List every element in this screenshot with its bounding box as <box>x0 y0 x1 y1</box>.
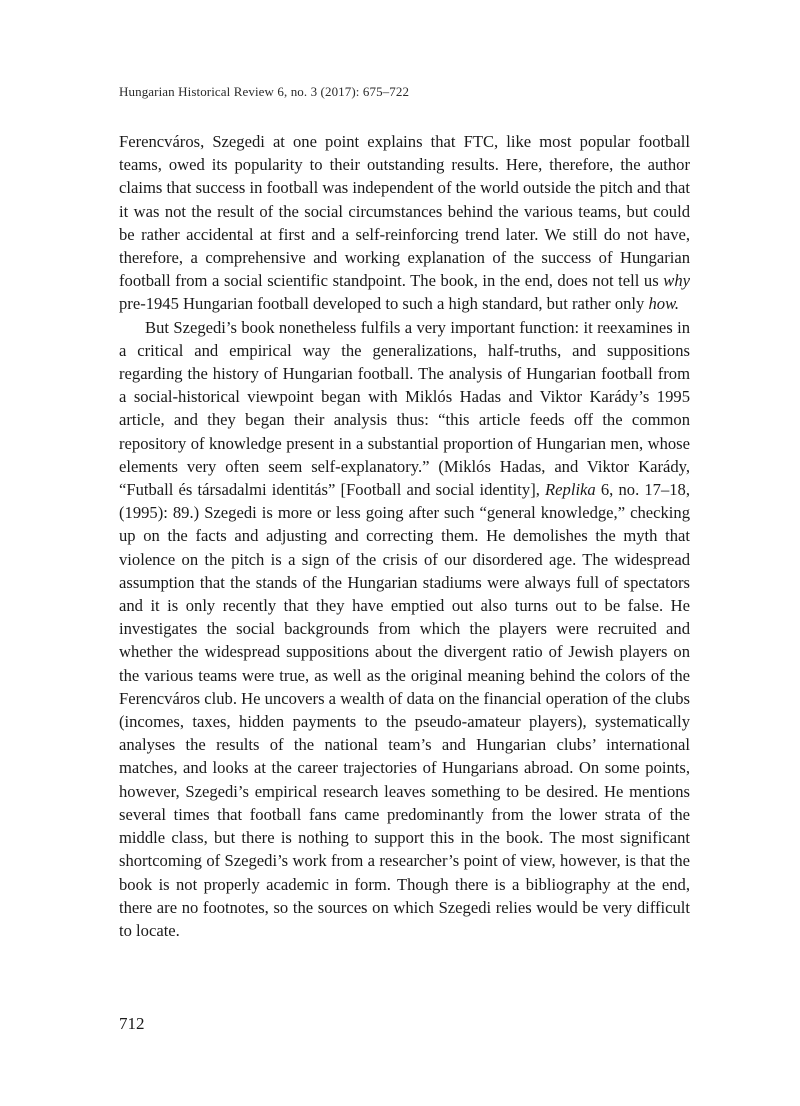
paragraph-2 <box>119 316 690 942</box>
page-number: 712 <box>119 1014 145 1033</box>
text-segment: 6, no. 17–18, (1995): 89.) Szegedi is more or less going after such “general knowledge,” checking up on the facts and adjusting and correcting them. He demolishes the myth that violence on the pitch is a sign of the crisis of our disordered age. The widespread assumption that the stands of the Hungarian stadiums were always full of spectators and it is only recently that they have emptied out also turns out to be false. He investigates the social backgrounds from which the players were recruited and whether the widespread suppositions about the divergent ratio of Jewish players on the various teams were true, as well as the original meaning behind the colors of the Ferencváros club. He uncovers a wealth of data on the financial operation of the clubs (incomes, taxes, hidden payments to the pseudo-amateur players), systematically analyses the results of the national team’s and Hungarian clubs’ international matches, and looks at the career trajectories of Hungarians abroad. On some points, however, Szegedi’s empirical research leaves something to be desired. He mentions several times that football fans came predominantly from the lower strata of the middle class, but there is nothing to support this in the book. The most significant shortcoming of Szegedi’s work from a researcher’s point of view, however, is that the book is not properly academic in form. Though there is a bibliography at the end, there are no footnotes, so the sources on which Szegedi relies would be very difficult to locate. <box>119 480 691 940</box>
body-text <box>119 130 690 942</box>
text-segment: pre-1945 Hungarian football developed to such a high standard, but rather only <box>119 294 649 314</box>
italic-segment: how. <box>648 294 680 314</box>
text-segment: Ferencváros, Szegedi at one point explains that FTC, like most popular football teams, owed its popularity to their outstanding results. Here, therefore, the author claims that success in football was independent of the world outside the pitch and that it was not the result of the social circumstances behind the various teams, but could be rather accidental at first and a self-reinforcing trend later. We still do not have, therefore, a comprehensive and working explanation of the success of Hungarian football from a social scientific standpoint. The book, in the end, does not tell us <box>119 132 690 291</box>
italic-segment: Replika <box>545 480 596 500</box>
text-segment: But Szegedi’s book nonetheless fulfils a very important function: it reexamines in a critical and empirical way the generalizations, half-truths, and suppositions regarding the history of Hungarian football. The analysis of Hungarian football from a social-historical viewpoint began with Miklós Hadas and Viktor Karády’s 1995 article, and they began their analysis thus: “this article feeds off the common repository of knowledge present in a substantial proportion of Hungarian men, whose elements very often seem self-explanatory.” (Miklós Hadas, and Viktor Karády, “Futball és társadalmi identitás” [Football and social identity], <box>119 317 690 500</box>
paragraph-1 <box>119 130 690 316</box>
running-head: Hungarian Historical Review 6, no. 3 (2017): 675–722 <box>119 84 410 99</box>
italic-segment: why <box>663 271 690 291</box>
